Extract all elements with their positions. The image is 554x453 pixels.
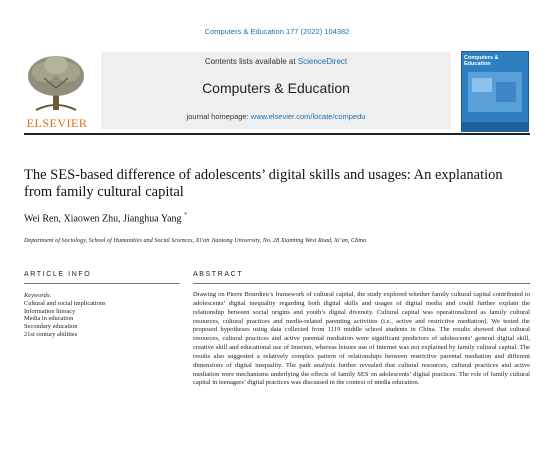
keyword-item: Cultural and social implications [24,300,106,307]
contents-available-line [101,57,451,66]
keyword-item: Information literacy [24,307,76,315]
cover-title: Computers & Education [464,55,499,67]
article-info-divider [24,283,180,284]
homepage-label: journal homepage: [186,112,251,121]
sciencedirect-link[interactable]: ScienceDirect [297,57,348,66]
header-divider [24,133,530,135]
corresponding-author-marker[interactable]: * [184,211,188,219]
keyword-item: Media in education [24,315,74,323]
keywords-list [24,300,105,339]
author-line [24,211,188,224]
journal-homepage-line [101,112,451,121]
journal-citation: Computers & Education 177 (2022) 104382 [204,27,350,36]
journal-name: Computers & Education [202,80,350,96]
article-info-heading: ARTICLE INFO [24,271,92,278]
article-title: The SES-based difference of adolescents’ digital skills and usages: An explanation from family cultural capital [24,167,503,200]
publisher-name: ELSEVIER [26,116,88,130]
keyword-item: 21st century abilities [24,330,78,338]
authors: Wei Ren, Xiaowen Zhu, Jianghua Yang [24,213,182,225]
homepage-link[interactable]: www.elsevier.com/locate/compedu [250,112,366,121]
keyword-item: Secondary education [24,323,78,331]
affiliation: Department of Sociology, School of Humanities and Social Sciences, Xi’an Jiaotong University, No. 28 Xianning West Road, Xi’an, China [24,237,367,244]
keywords-label: Keywords: [24,292,52,299]
abstract-text: Drawing on Pierre Bourdieu’s framework of cultural capital, the study explored whether family cultural capital contributed to adolescents’ digital inequality regarding both digital skills and usages of digital media and could further explain the relationship between social origins and youth’s digital diversity. Cultural capital was operationalized as family cultural resources, cultural practices and media-related parenting activities (i.e., active and restrictive mediation). We tested the proposed hypotheses using data collected from 1119 middle school students in China. The results showed that cultural resources, cultural practices and active parental mediation were significant predictors of adolescents’ general digital skill, creative skill and educational use of Internet, whereas leisure use of Internet was not explained by family cultural capital. The results also suggested a relatively complex pattern of relationships between restrictive parental mediation and different dimensions of digital inequality. The path analysis further revealed that cultural resources, cultural practices and active mediation were mechanisms underlying the effects of family SES on adolescents’ digital practices. The role of family cultural capital in teenagers’ digital practices was discussed in the context of media education. [193,291,530,387]
contents-available-text: Contents lists available at [204,57,298,66]
abstract-heading: ABSTRACT [193,271,244,278]
abstract-divider [193,283,530,284]
